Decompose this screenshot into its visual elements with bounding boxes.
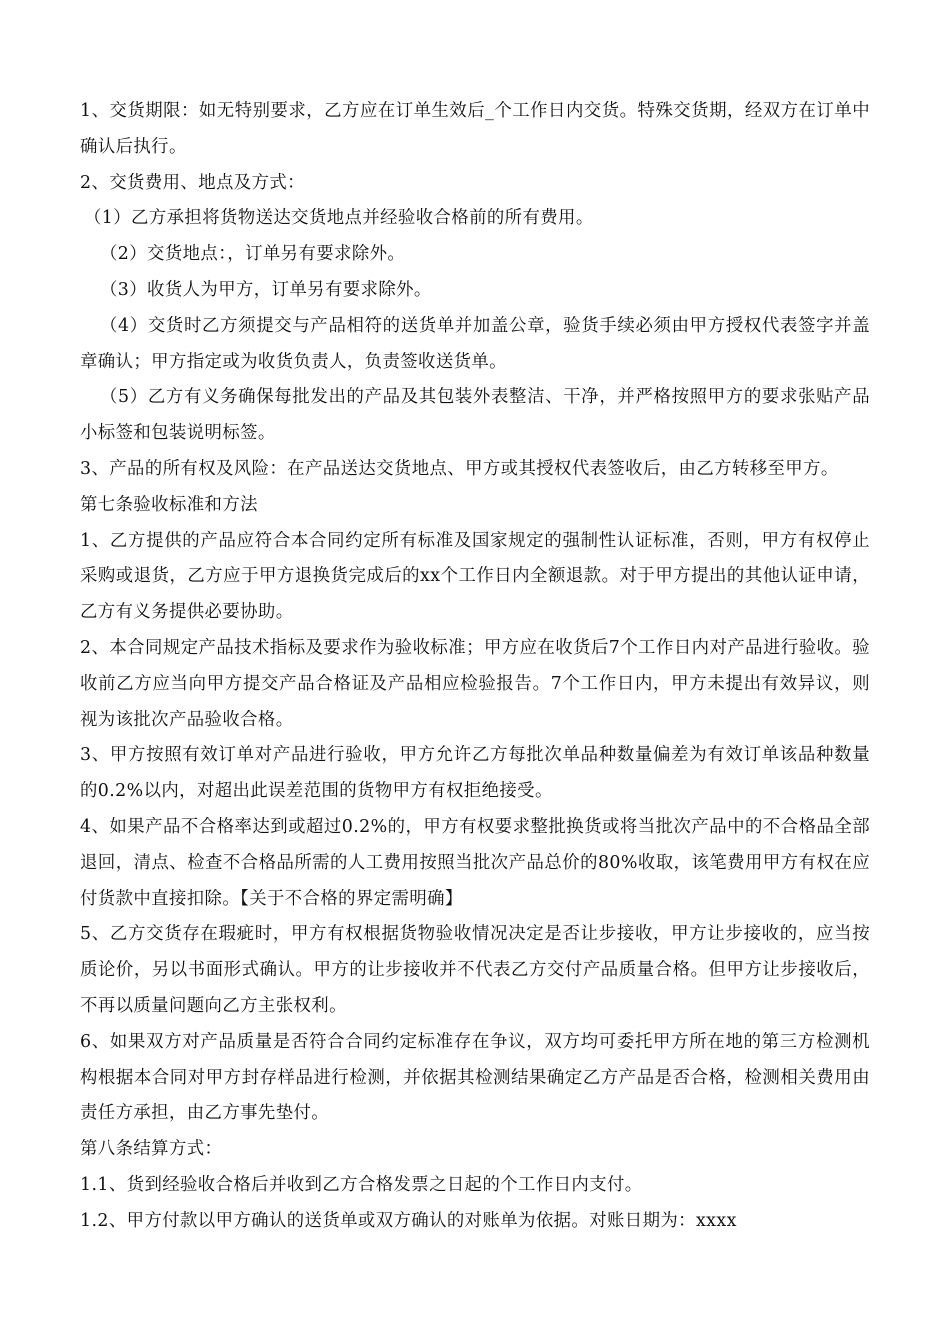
paragraph-delivery-costs-heading: 2、交货费用、地点及方式： bbox=[80, 172, 305, 193]
paragraph-settlement-1-1: 1.1、货到经验收合格后并收到乙方合格发票之日起的个工作日内支付。 bbox=[80, 1174, 643, 1195]
paragraph-acceptance-4: 4、如果产品不合格率达到或超过0.2%的，甲方有权要求整批换货或将当批次产品中的不合格品全部退回，清点、检查不合格品所需的人工费用按照当批次产品总价的80%收取，该笔费用甲方有权在应付货款中直接扣除。【关于不合格的界定需明确】 bbox=[80, 816, 870, 909]
section-heading-article-7: 第七条验收标准和方法 bbox=[80, 494, 258, 515]
section-heading-article-8: 第八条结算方式： bbox=[80, 1139, 223, 1160]
paragraph-item-2: （2）交货地点：，订单另有要求除外。 bbox=[100, 244, 406, 265]
paragraph-acceptance-6: 6、如果双方对产品质量是否符合合同约定标准存在争议，双方均可委托甲方所在地的第三方检测机构根据本合同对甲方封存样品进行检测，并依据其检测结果确定乙方产品是否合格，检测相关费用由责任方承担，由乙方事先垫付。 bbox=[80, 1031, 870, 1124]
document-body bbox=[80, 94, 870, 1240]
paragraph-item-3: （3）收货人为甲方，订单另有要求除外。 bbox=[100, 279, 432, 300]
paragraph-acceptance-3: 3、甲方按照有效订单对产品进行验收，甲方允许乙方每批次单品种数量偏差为有效订单该品种数量的0.2%以内，对超出此误差范围的货物甲方有权拒绝接受。 bbox=[80, 745, 870, 802]
paragraph-delivery-deadline: 1、交货期限：如无特别要求，乙方应在订单生效后_个工作日内交货。特殊交货期，经双方在订单中确认后执行。 bbox=[80, 101, 870, 157]
paragraph-acceptance-2: 2、本合同规定产品技术指标及要求作为验收标准；甲方应在收货后7个工作日内对产品进行验收。验收前乙方应当向甲方提交产品合格证及产品相应检验报告。7个工作日内，甲方未提出有效异议，则视为该批次产品验收合格。 bbox=[80, 637, 870, 730]
paragraph-acceptance-5: 5、乙方交货存在瑕疵时，甲方有权根据货物验收情况决定是否让步接收，甲方让步接收的，应当按质论价，另以书面形式确认。甲方的让步接收并不代表乙方交付产品质量合格。但甲方让步接收后，不再以质量问题向乙方主张权利。 bbox=[80, 924, 870, 1016]
paragraph-item-4: （4）交货时乙方须提交与产品相符的送货单并加盖公章，验货手续必须由甲方授权代表签字并盖章确认；甲方指定或为收货负责人，负责签收送货单。 bbox=[80, 315, 870, 372]
paragraph-settlement-1-2: 1.2、甲方付款以甲方确认的送货单或双方确认的对账单为依据。对账日期为：xxxx bbox=[80, 1210, 737, 1231]
paragraph-item-5: （5）乙方有义务确保每批发出的产品及其包装外表整洁、干净，并严格按照甲方的要求张贴产品小标签和包装说明标签。 bbox=[80, 387, 870, 444]
paragraph-item-1: （1）乙方承担将货物送达交货地点并经验收合格前的所有费用。 bbox=[84, 208, 594, 229]
paragraph-acceptance-1: 1、乙方提供的产品应符合本合同约定所有标准及国家规定的强制性认证标准，否则，甲方有权停止采购或退货，乙方应于甲方退换货完成后的xx个工作日内全额退款。对于甲方提出的其他认证申请，乙方有义务提供必要协助。 bbox=[80, 530, 870, 623]
paragraph-ownership-risk: 3、产品的所有权及风险：在产品送达交货地点、甲方或其授权代表签收后，由乙方转移至甲方。 bbox=[80, 458, 839, 479]
